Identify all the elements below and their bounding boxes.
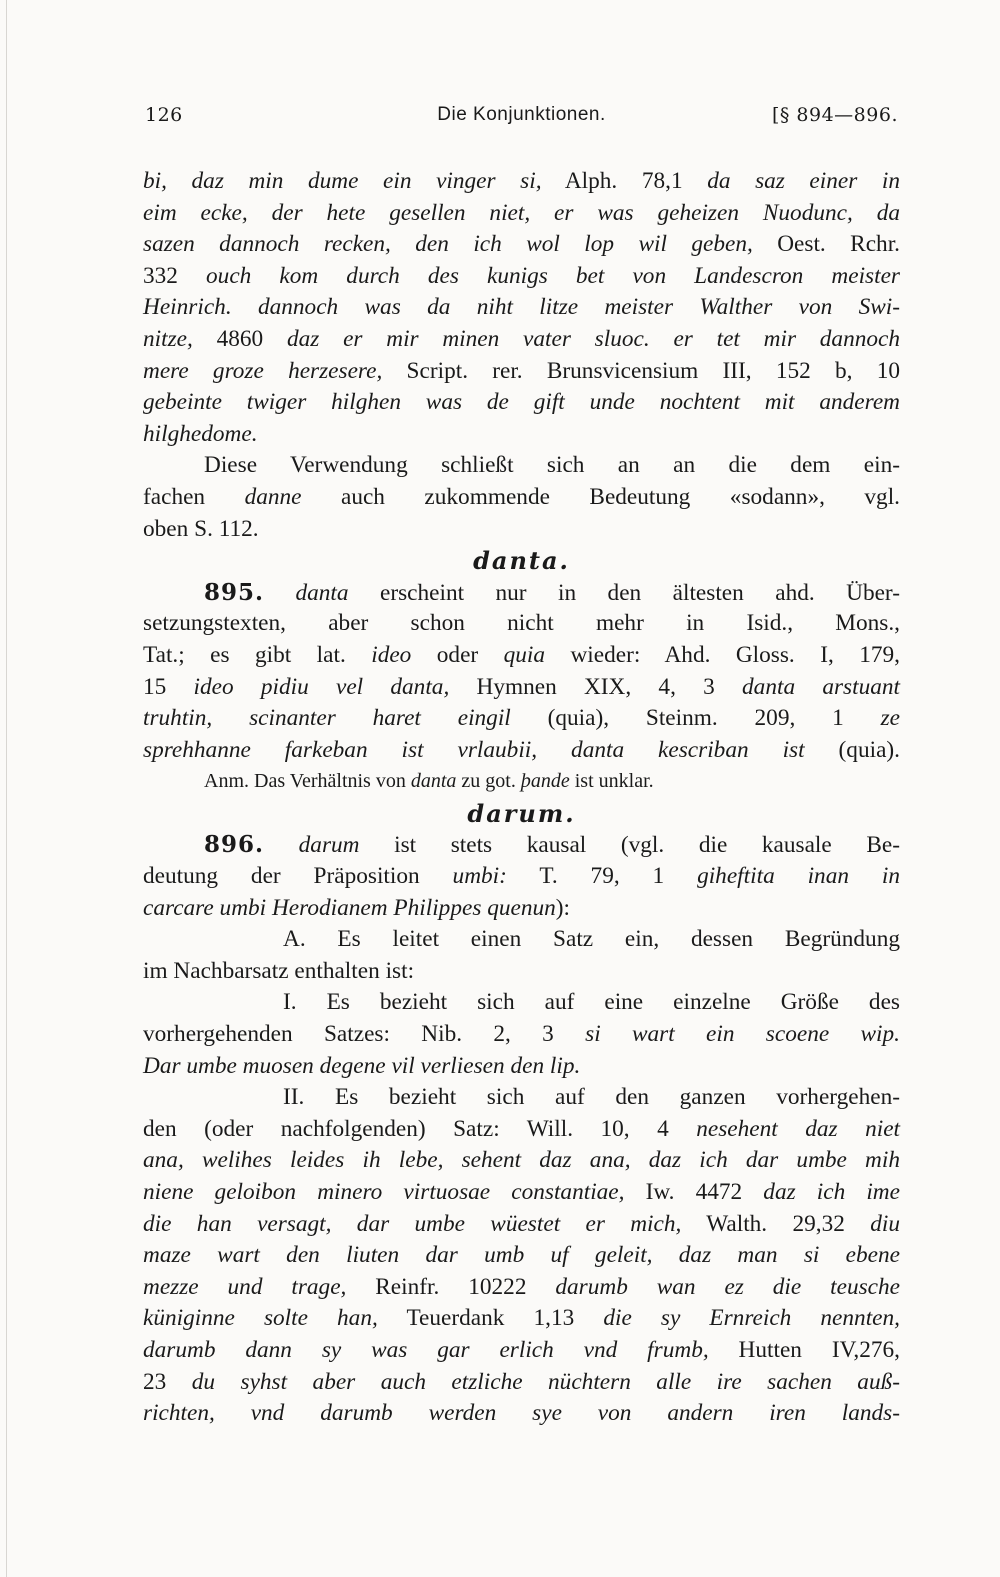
italic-quote: darum bbox=[298, 832, 360, 859]
running-title: Die Konjunktionen. bbox=[437, 104, 606, 125]
text-line bbox=[143, 1303, 900, 1335]
text-span: ist stets kausal (vgl. die kausale Be- bbox=[359, 832, 900, 859]
text-span: oben S. 112. bbox=[143, 515, 259, 542]
italic-quote: sprehhanne farkeban ist vrlaubii, danta kescriban ist bbox=[143, 736, 805, 763]
text-line bbox=[143, 640, 900, 672]
page-body bbox=[143, 166, 900, 1430]
text-line bbox=[143, 450, 900, 482]
text-span: A. Es leitet einen Satz ein, dessen Begründung bbox=[283, 926, 900, 953]
text-line bbox=[143, 261, 900, 293]
text-span: Walth. 29,32 bbox=[681, 1210, 871, 1237]
italic-quote: ze bbox=[880, 705, 900, 732]
italic-quote: quia bbox=[503, 641, 546, 668]
text-line bbox=[143, 924, 900, 956]
italic-quote: küniginne solte han, bbox=[143, 1305, 378, 1332]
text-line bbox=[143, 1209, 900, 1241]
text-span: (quia), Steinm. 209, 1 bbox=[510, 705, 881, 732]
italic-quote: bi, daz min dume ein vinger si, bbox=[143, 168, 542, 194]
italic-quote: ideo bbox=[371, 641, 412, 668]
italic-quote: maze wart den liuten dar umb uf geleit, daz man si ebene bbox=[143, 1242, 900, 1269]
text-line bbox=[143, 1177, 900, 1209]
text-line bbox=[143, 861, 900, 893]
text-line bbox=[143, 482, 900, 514]
text-span: I. Es bezieht sich auf eine einzelne Größe des bbox=[283, 989, 900, 1016]
italic-quote: die han versagt, dar umbe wüestet er mich, bbox=[143, 1210, 682, 1237]
text-span: Script. rer. Brunsvicensium III, 152 b, 10 bbox=[382, 357, 901, 384]
text-span bbox=[264, 832, 299, 858]
italic-quote: truhtin, scinanter haret eingil bbox=[143, 705, 511, 732]
italic-quote: si wart ein scoene wip. bbox=[585, 1021, 900, 1048]
text-span: fachen bbox=[143, 483, 245, 510]
text-line bbox=[143, 387, 900, 419]
text-line bbox=[143, 1272, 900, 1304]
scan-edge bbox=[6, 0, 7, 1577]
text-span: erscheint nur in den ältesten ahd. Über- bbox=[348, 579, 900, 606]
text-line bbox=[143, 1335, 900, 1367]
text-span: vorhergehenden Satzes: Nib. 2, 3 bbox=[143, 1021, 586, 1048]
italic-quote: Heinrich. dannoch was da niht litze meister Walther von Swi- bbox=[143, 294, 900, 321]
text-span: ): bbox=[555, 894, 571, 921]
text-span: Alph. 78,1 bbox=[541, 168, 708, 194]
text-span: Tat.; es gibt lat. bbox=[143, 641, 372, 668]
text-line bbox=[143, 229, 900, 261]
text-line bbox=[143, 829, 900, 861]
text-span: Hutten IV,276, bbox=[708, 1336, 900, 1363]
text-span: oder bbox=[411, 641, 504, 668]
paragraph-number: 896. bbox=[204, 831, 265, 859]
italic-quote: richten, vnd darumb werden sye von andern iren lands- bbox=[143, 1400, 900, 1427]
text-line bbox=[143, 1082, 900, 1114]
italic-quote: die sy Ernreich nennten, bbox=[603, 1305, 900, 1332]
italic-quote: sazen dannoch recken, den ich wol lop wil geben, bbox=[143, 231, 753, 258]
paragraph-number: 895. bbox=[204, 578, 265, 606]
section-heading: darum. bbox=[467, 798, 576, 828]
italic-quote: mere groze herzesere, bbox=[143, 357, 383, 384]
italic-quote: hilghedome. bbox=[143, 420, 258, 447]
text-span: deutung der Präposition bbox=[143, 863, 453, 890]
text-span: wieder: Ahd. Gloss. I, 179, bbox=[545, 641, 900, 668]
italic-quote: danta bbox=[295, 579, 349, 606]
text-span: Diese Verwendung schließt sich an an die dem ein- bbox=[204, 452, 900, 479]
section-heading: danta. bbox=[473, 546, 570, 576]
italic-quote: diu bbox=[870, 1210, 900, 1237]
text-span: Anm. Das Verhältnis von bbox=[204, 770, 411, 793]
text-line bbox=[143, 356, 900, 388]
text-line bbox=[143, 198, 900, 230]
text-line bbox=[143, 514, 900, 546]
italic-quote: þande bbox=[520, 770, 570, 793]
section-range: [§ 894—896. bbox=[771, 104, 898, 126]
italic-quote: daz ich ime bbox=[763, 1179, 900, 1205]
text-span: Oest. Rchr. bbox=[752, 231, 900, 258]
italic-quote: giheftita inan in bbox=[697, 863, 900, 890]
text-span: Teuerdank 1,13 bbox=[377, 1305, 604, 1332]
text-span: im Nachbarsatz enthalten ist: bbox=[143, 957, 415, 984]
text-span: T. 79, 1 bbox=[506, 863, 698, 890]
text-line bbox=[143, 735, 900, 767]
italic-quote: ouch kom durch des kunigs bet von Landescron meister bbox=[206, 262, 900, 289]
italic-quote: umbi: bbox=[452, 863, 507, 890]
text-line bbox=[143, 987, 900, 1019]
text-line bbox=[143, 1240, 900, 1272]
text-span: zu got. bbox=[456, 770, 521, 793]
italic-quote: danta bbox=[410, 770, 457, 793]
italic-quote: darumb wan ez die teusche bbox=[555, 1273, 900, 1300]
running-header bbox=[143, 104, 900, 132]
text-line bbox=[143, 324, 900, 356]
italic-quote: Dar umbe muosen degene vil verliesen den lip. bbox=[143, 1052, 581, 1079]
text-line bbox=[143, 1367, 900, 1399]
text-span: 15 bbox=[143, 673, 194, 700]
italic-quote: da saz einer in bbox=[707, 168, 900, 194]
italic-quote: danne bbox=[244, 483, 302, 510]
text-span: Reinfr. 10222 bbox=[346, 1273, 556, 1300]
text-span: 23 bbox=[143, 1368, 192, 1395]
text-line bbox=[143, 956, 900, 988]
text-line bbox=[143, 577, 900, 609]
text-line bbox=[143, 766, 900, 798]
text-line bbox=[143, 1051, 900, 1083]
text-span: ist unklar. bbox=[569, 770, 654, 793]
italic-quote: darumb dann sy was gar erlich vnd frumb, bbox=[143, 1336, 709, 1363]
text-line bbox=[143, 1398, 900, 1430]
text-line bbox=[143, 545, 900, 577]
italic-quote: ana, welihes leides ih lebe, sehent daz ana, daz ich dar umbe mih bbox=[143, 1147, 900, 1174]
italic-quote: gebeinte twiger hilghen was de gift unde nochtent mit anderem bbox=[143, 389, 900, 416]
text-line bbox=[143, 1145, 900, 1177]
italic-quote: ideo pidiu vel danta, bbox=[193, 673, 450, 700]
text-span: 332 bbox=[143, 262, 207, 289]
italic-quote: nitze, bbox=[143, 325, 193, 352]
text-span: auch zukommende Bedeutung «sodann», vgl. bbox=[301, 483, 900, 510]
text-line bbox=[143, 166, 900, 198]
text-line bbox=[143, 292, 900, 324]
italic-quote: daz er mir minen vater sluoc. er tet mir dannoch bbox=[286, 325, 901, 352]
italic-quote: carcare umbi Herodianem Philippes quenun bbox=[143, 894, 556, 921]
text-line bbox=[143, 703, 900, 735]
italic-quote: mezze und trage, bbox=[143, 1273, 347, 1300]
text-span: (quia). bbox=[804, 736, 900, 763]
text-line bbox=[143, 798, 900, 830]
text-line bbox=[143, 1114, 900, 1146]
italic-quote: niene geloibon minero virtuosae constantiae, bbox=[143, 1179, 625, 1205]
text-line bbox=[143, 419, 900, 451]
text-line bbox=[143, 672, 900, 704]
text-span: setzungstexten, aber schon nicht mehr in Isid., Mons., bbox=[143, 610, 900, 637]
text-span bbox=[264, 580, 295, 606]
text-line bbox=[143, 893, 900, 925]
italic-quote: du syhst aber auch etzliche nüchtern alle ire sachen auß- bbox=[191, 1368, 900, 1395]
text-line bbox=[143, 1019, 900, 1051]
text-span: 4860 bbox=[192, 325, 287, 352]
italic-quote: nesehent daz niet bbox=[696, 1115, 901, 1142]
page-number: 126 bbox=[145, 104, 183, 126]
text-span: Hymnen XIX, 4, 3 bbox=[449, 673, 743, 700]
text-span: Iw. 4472 bbox=[624, 1179, 764, 1205]
italic-quote: danta arstuant bbox=[742, 673, 900, 700]
text-span: den (oder nachfolgenden) Satz: Will. 10, 4 bbox=[143, 1115, 697, 1142]
text-span: II. Es bezieht sich auf den ganzen vorhergehen- bbox=[283, 1084, 900, 1111]
text-line bbox=[143, 608, 900, 640]
italic-quote: eim ecke, der hete gesellen niet, er was geheizen Nuodunc, da bbox=[143, 199, 900, 226]
